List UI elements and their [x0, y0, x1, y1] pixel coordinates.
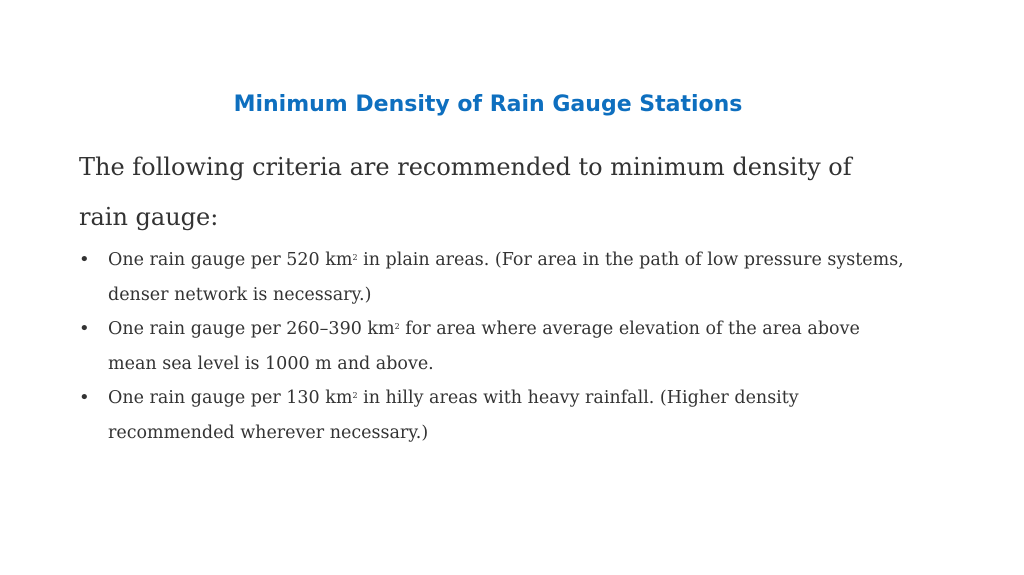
intro-paragraph: The following criteria are recommended to minimum density of rain gauge:	[79, 153, 852, 231]
bullet-icon: •	[79, 387, 90, 408]
bullet-text-start: One rain gauge per 520 km	[108, 250, 353, 270]
bullet-text-start: One rain gauge per 260–390 km	[108, 319, 395, 339]
bullet-icon: •	[79, 318, 90, 339]
bullet-text-end: in plain areas. (For area in the path of low pressure systems, denser network is necessary.)	[108, 250, 904, 305]
bullet-text-end: in hilly areas with heavy rainfall. (Higher density recommended wherever necessary.)	[108, 388, 799, 443]
bullet-text-start: One rain gauge per 130 km	[108, 388, 353, 408]
unit-superscript: 2	[352, 391, 358, 400]
criteria-list	[79, 243, 909, 450]
list-item	[79, 243, 909, 312]
unit-superscript: 2	[352, 253, 358, 262]
slide-title: Minimum Density of Rain Gauge Stations	[233, 92, 743, 117]
list-item	[79, 312, 909, 381]
bullet-icon: •	[79, 249, 90, 270]
unit-superscript: 2	[394, 322, 400, 331]
bullet-text-end: for area where average elevation of the area above mean sea level is 1000 m and above.	[108, 319, 860, 374]
list-item	[79, 381, 909, 450]
